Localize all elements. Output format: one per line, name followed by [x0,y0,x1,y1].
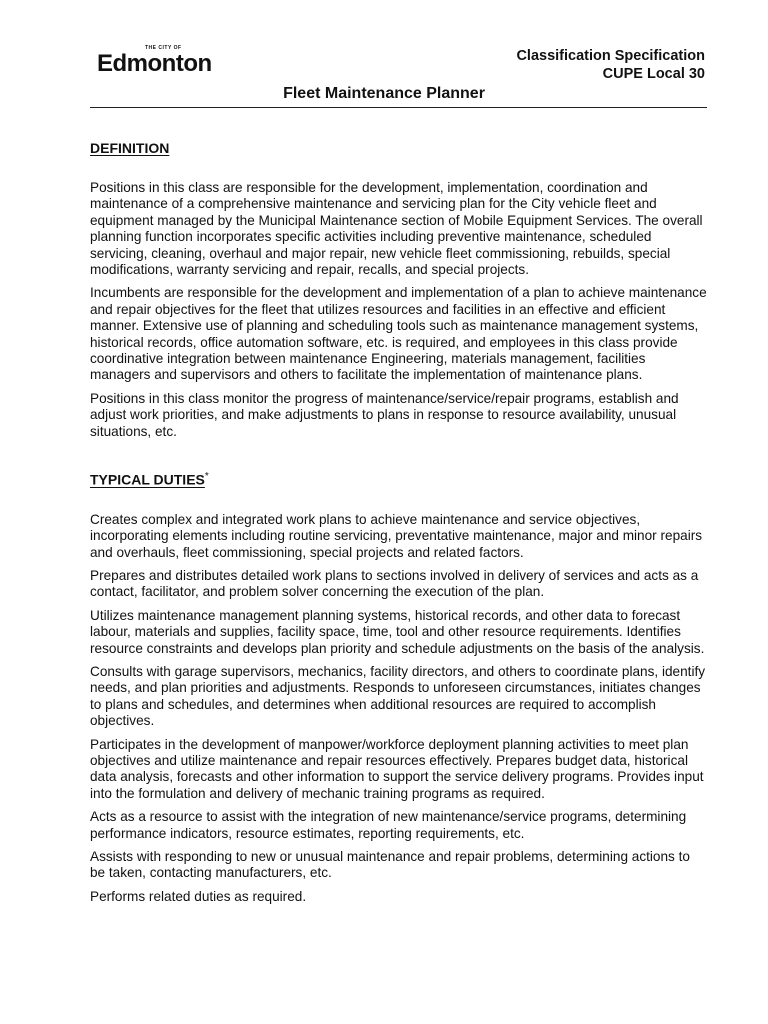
definition-section [90,180,707,440]
duty-paragraph: Prepares and distributes detailed work plans to sections involved in delivery of services and acts as a contact, facilitator, and problem solver concerning the execution of the plan. [90,567,699,600]
local-label: CUPE Local 30 [602,66,705,82]
duty-paragraph: Participates in the development of manpower/workforce deployment planning activities to meet plan objectives and utilize maintenance and repair resources effectively. Prepares budget data, historical data analysis, forecasts and other information to support the service delivery programs. Provides input into the formulation and delivery of mechanic training programs as required. [90,736,704,801]
definition-paragraph: Positions in this class monitor the progress of maintenance/service/repair programs, establish and adjust work priorities, and make adjustments to plans in response to resource availability, unusual situations, etc. [90,390,679,439]
document-body [90,139,707,912]
classification-label: Classification Specification [516,48,705,64]
header-classification-block [516,47,705,83]
header-divider [90,107,707,108]
duty-paragraph: Utilizes maintenance management planning systems, historical records, and other data to forecast labour, materials and supplies, facility space, time, tool and other resource requirements. Identifies resource constraints and develops plan priority and schedule adjustments on the basis of the analysis. [90,607,705,656]
duty-paragraph: Assists with responding to new or unusual maintenance and repair problems, determining actions to be taken, contacting manufacturers, etc. [90,849,690,881]
logo-wordmark: Edmonton [97,50,212,77]
duty-paragraph: Acts as a resource to assist with the integration of new maintenance/service programs, determining performance indicators, resource estimates, reporting requirements, etc. [90,809,687,841]
definition-paragraph: Incumbents are responsible for the development and implementation of a plan to achieve maintenance and repair objectives for the fleet that utilizes resources and facilities in an effective and efficient manner. Extensive use of planning and scheduling tools such as maintenance management systems, historical records, office automation software, etc. is required, and employees in this class provide coordinative integration between maintenance Engineering, materials management, facilities managers and supervisors and others to facilitate the implementation of maintenance plans. [90,285,707,383]
typical-duties-heading-text: TYPICAL DUTIES [90,471,205,488]
definition-heading: DEFINITION [90,140,170,156]
page-title: Fleet Maintenance Planner [283,85,485,102]
duty-paragraph: Consults with garage supervisors, mechanics, facility directors, and others to coordinate plans, identify needs, and plan priorities and adjustments. Responds to unforeseen circumstances, initiates changes to plans and schedules, and determines when additional resources are required to accomplish objectives. [90,664,706,729]
typical-duties-heading [90,468,707,489]
duty-paragraph: Creates complex and integrated work plans to achieve maintenance and service objectives, incorporating elements including routine servicing, preventative maintenance, major and minor repairs and overhauls, fleet commissioning, special projects and related factors. [90,511,703,560]
definition-paragraph: Positions in this class are responsible for the development, implementation, coordination and maintenance of a comprehensive maintenance and servicing plan for the City vehicle fleet and equipment managed by the Municipal Maintenance section of Mobile Equipment Services. The overall planning function incorporates specific activities including preventive maintenance, scheduled servicing, cleaning, overhaul and major repair, new vehicle fleet commissioning, rebuilds, special modifications, warranty servicing and repair, recalls, and special projects. [90,180,703,278]
footnote-mark: * [204,471,209,483]
edmonton-logo [97,45,217,85]
logo-small-text: THE CITY OF [145,45,182,51]
duty-paragraph: Performs related duties as required. [90,888,307,904]
typical-duties-section [90,512,707,906]
